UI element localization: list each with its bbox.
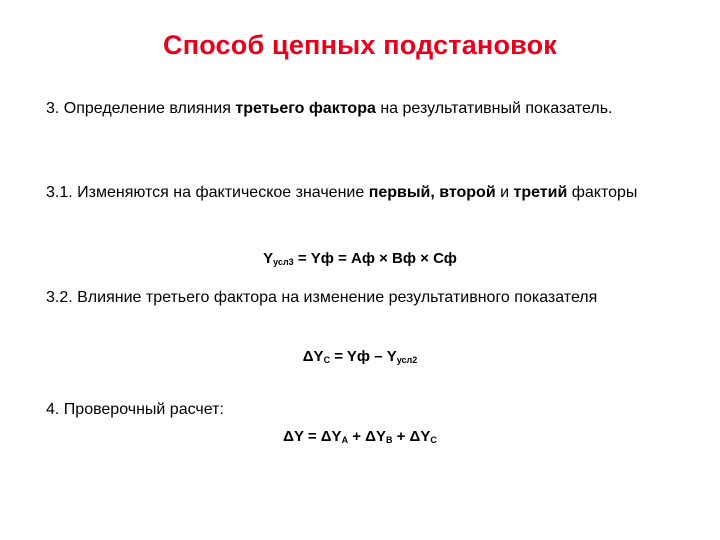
- step4-text: 4. Проверочный расчет:: [46, 401, 224, 418]
- step31-bold-b: третий: [513, 184, 568, 201]
- formula-delta-y-c: [0, 348, 720, 365]
- formula-y-conditional-3: [0, 250, 720, 267]
- formula3-sub-a: A: [341, 435, 349, 445]
- formula2-dy: ΔY: [302, 348, 324, 365]
- formula1-y: Y: [263, 250, 274, 267]
- step3-text-a: 3. Определение влияния: [46, 100, 236, 117]
- formula2-mid: = Yф – Y: [330, 348, 397, 365]
- formula2-y-sub: усл2: [396, 355, 418, 365]
- formula2-dy-sub: C: [323, 355, 331, 365]
- step3-text-b: на результативный показатель.: [375, 100, 613, 117]
- step31-text-c: факторы: [567, 184, 638, 201]
- formula1-y-sub: усл3: [273, 257, 294, 267]
- step32-text: 3.2. Влияние третьего фактора на изменение результативного показателя: [46, 289, 598, 306]
- step31-text-a: 3.1. Изменяются на фактическое значение: [46, 184, 369, 201]
- step31-bold-a: первый, второй: [368, 184, 496, 201]
- paragraph-step-4: [46, 399, 680, 421]
- paragraph-step-3: [46, 98, 680, 120]
- paragraph-step-3-1: [46, 182, 680, 204]
- formula3-sub-c: C: [430, 435, 437, 445]
- step31-text-b: и: [495, 184, 514, 201]
- formula-total-delta-y: [0, 428, 720, 445]
- formula3-plus1: + ΔY: [348, 428, 386, 445]
- step3-bold-a: третьего фактора: [235, 100, 376, 117]
- slide-title: Способ цепных подстановок: [163, 30, 557, 60]
- paragraph-step-3-2: [46, 287, 680, 309]
- formula3-plus2: + ΔY: [392, 428, 431, 445]
- formula1-rest: = Yф = Аф × Вф × Сф: [293, 250, 457, 267]
- formula3-sub-b: B: [385, 435, 393, 445]
- formula3-left: ΔY = ΔY: [283, 428, 342, 445]
